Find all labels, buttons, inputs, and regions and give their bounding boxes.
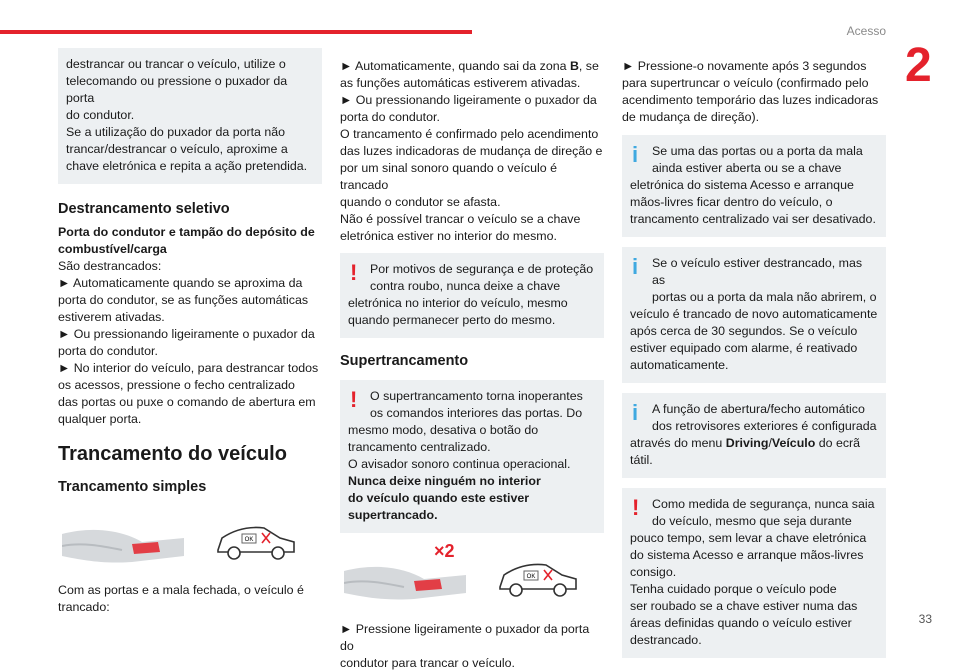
caption: Com as portas e a mala fechada, o veículo é xyxy=(58,583,304,597)
chapter-number: 2 xyxy=(905,39,932,92)
text-line: veículo é trancado de novo automaticamente xyxy=(630,307,878,321)
text-line: O trancamento é confirmado pelo acendimento xyxy=(340,127,599,141)
text-line: São destrancados: xyxy=(58,259,162,273)
heading-simple-locking: Trancamento simples xyxy=(58,479,207,495)
text-line: os acessos, pressione o fecho centralizado xyxy=(58,378,295,392)
text-line: os comandos interiores das portas. Do xyxy=(370,406,583,420)
text-line: as funções automáticas estiverem ativadas. xyxy=(340,76,581,90)
text-line: áreas definidas quando o veículo estiver xyxy=(630,616,852,630)
header-accent-bar xyxy=(0,30,472,34)
text-line: porta do condutor, se as funções automáticas xyxy=(58,293,309,307)
text-line: Se a utilização do puxador da porta não xyxy=(66,125,286,139)
page-number: 33 xyxy=(918,612,932,626)
text-line: mesmo modo, desativa o botão do xyxy=(348,423,539,437)
text-line: porta do condutor. xyxy=(58,344,158,358)
warning-note-superlocking xyxy=(340,380,604,533)
text-line: ser roubado se a chave estiver numa das xyxy=(630,599,858,613)
text-line: Como medida de segurança, nunca saia xyxy=(652,497,875,511)
caption: condutor para trancar o veículo. xyxy=(340,656,515,670)
hand-on-door-handle-icon xyxy=(62,516,186,572)
text-line: das luzes indicadoras de mudança de direção e xyxy=(340,144,603,158)
text-line: destrancar ou trancar o veículo, utilize o xyxy=(66,57,286,71)
text-line: para supertruncar o veículo (confirmado pelo xyxy=(622,76,869,90)
heading-superlocking: Supertrancamento xyxy=(340,353,469,369)
text-line: através do menu Driving/Veículo do ecrã xyxy=(630,436,861,450)
text-line: quando o condutor se afasta. xyxy=(340,195,501,209)
info-note-doors-open xyxy=(622,135,886,237)
heading-selective-unlocking: Destrancamento seletivo xyxy=(58,201,230,217)
text-line: trancar/destrancar o veículo, aproxime a xyxy=(66,142,288,156)
info-icon: i xyxy=(632,254,639,279)
text-line: eletrónica no interior do veículo, mesmo xyxy=(348,296,568,310)
column-1 xyxy=(58,48,322,616)
caption: ► Pressione ligeiramente o puxador da porta do xyxy=(340,622,590,653)
ok-label: OK xyxy=(244,537,254,543)
text-line: ► No interior do veículo, para destrancar todos xyxy=(58,361,319,375)
text-line: ► Automaticamente, quando sai da zona B, se xyxy=(340,59,599,73)
heading-vehicle-locking: Trancamento do veículo xyxy=(58,443,287,465)
text-line: do veículo, mesmo que seja durante xyxy=(652,514,852,528)
subheading: combustível/carga xyxy=(58,242,167,256)
text-line: Não é possível trancar o veículo se a chave xyxy=(340,212,581,226)
section-title: Acesso xyxy=(846,24,886,38)
text-line: por um sinal sonoro quando o veículo é trancado xyxy=(340,161,557,192)
text-line: ► Ou pressionando ligeiramente o puxador da xyxy=(340,93,597,107)
caption: trancado: xyxy=(58,600,110,614)
hand-on-door-handle-icon xyxy=(344,553,468,609)
text-line: mãos-livres ficar dentro do veículo, o xyxy=(630,195,833,209)
car-icon xyxy=(496,557,580,599)
warning-exclamation-icon: ! xyxy=(350,387,358,412)
warning-exclamation-icon: ! xyxy=(632,495,640,520)
text-line: tátil. xyxy=(630,453,653,467)
car-icon xyxy=(214,520,298,562)
text-line: O avisador sonoro continua operacional. xyxy=(348,457,571,471)
text-line: trancamento centralizado vai ser desativado. xyxy=(630,212,876,226)
press-twice-label: ×2 xyxy=(434,541,455,561)
info-note-auto-relock xyxy=(622,247,886,383)
text-line: O supertrancamento torna inoperantes xyxy=(370,389,583,403)
text-line: porta do condutor. xyxy=(340,110,440,124)
text-line: Se uma das portas ou a porta da mala xyxy=(652,144,863,158)
text-line: das portas ou puxe o comando de abertura em xyxy=(58,395,316,409)
text-line: ► Automaticamente quando se aproxima da xyxy=(58,276,303,290)
text-line: trancamento centralizado. xyxy=(348,440,491,454)
text-line: estiverem ativadas. xyxy=(58,310,165,324)
column-2 xyxy=(340,48,604,672)
text-line: telecomando ou pressione o puxador da porta xyxy=(66,74,288,105)
text-line: Nunca deixe ninguém no interior xyxy=(348,474,541,488)
text-line: do sistema Acesso e arranque mãos-livres xyxy=(630,548,864,562)
text-line: pouco tempo, sem levar a chave eletrónica xyxy=(630,531,867,545)
text-line: contra roubo, nunca deixe a chave xyxy=(370,279,561,293)
text-line: após cerca de 30 segundos. Se o veículo xyxy=(630,324,858,338)
text-line: do condutor. xyxy=(66,108,135,122)
text-line: eletrónica do sistema Acesso e arranque xyxy=(630,178,854,192)
text-line: consigo. xyxy=(630,565,677,579)
text-line: A função de abertura/fecho automático xyxy=(652,402,865,416)
illustration-simple-locking xyxy=(58,506,322,580)
info-note-mirrors xyxy=(622,393,886,478)
warning-note-key xyxy=(340,253,604,338)
text-line: ainda estiver aberta ou se a chave xyxy=(652,161,842,175)
warning-exclamation-icon: ! xyxy=(350,260,358,285)
text-line: estiver equipado com alarme, é reativado xyxy=(630,341,858,355)
text-line: de mudança de direção). xyxy=(622,110,760,124)
text-line: Por motivos de segurança e de proteção xyxy=(370,262,594,276)
text-line: qualquer porta. xyxy=(58,412,142,426)
continued-note-box xyxy=(58,48,322,184)
illustration-superlocking xyxy=(340,543,604,617)
text-line: dos retrovisores exteriores é configurada xyxy=(652,419,877,433)
text-line: automaticamente. xyxy=(630,358,729,372)
ok-label: OK xyxy=(526,574,536,580)
text-line: Se o veículo estiver destrancado, mas as xyxy=(652,256,863,287)
info-icon: i xyxy=(632,400,639,425)
text-line: eletrónica estiver no interior do mesmo. xyxy=(340,229,557,243)
subheading: Porta do condutor e tampão do depósito de xyxy=(58,225,315,239)
column-3 xyxy=(622,48,886,658)
text-line: acendimento temporário das luzes indicadoras xyxy=(622,93,879,107)
text-line: Tenha cuidado porque o veículo pode xyxy=(630,582,837,596)
text-line: chave eletrónica e repita a ação pretendida. xyxy=(66,159,308,173)
text-line: ► Pressione-o novamente após 3 segundos xyxy=(622,59,867,73)
text-line: do veículo quando este estiver xyxy=(348,491,530,505)
text-line: destrancado. xyxy=(630,633,702,647)
info-icon: i xyxy=(632,142,639,167)
text-line: portas ou a porta da mala não abrirem, o xyxy=(652,290,877,304)
text-line: supertrancado. xyxy=(348,508,438,522)
text-line: ► Ou pressionando ligeiramente o puxador da xyxy=(58,327,315,341)
warning-note-theft xyxy=(622,488,886,658)
text-line: quando permanecer perto do mesmo. xyxy=(348,313,556,327)
